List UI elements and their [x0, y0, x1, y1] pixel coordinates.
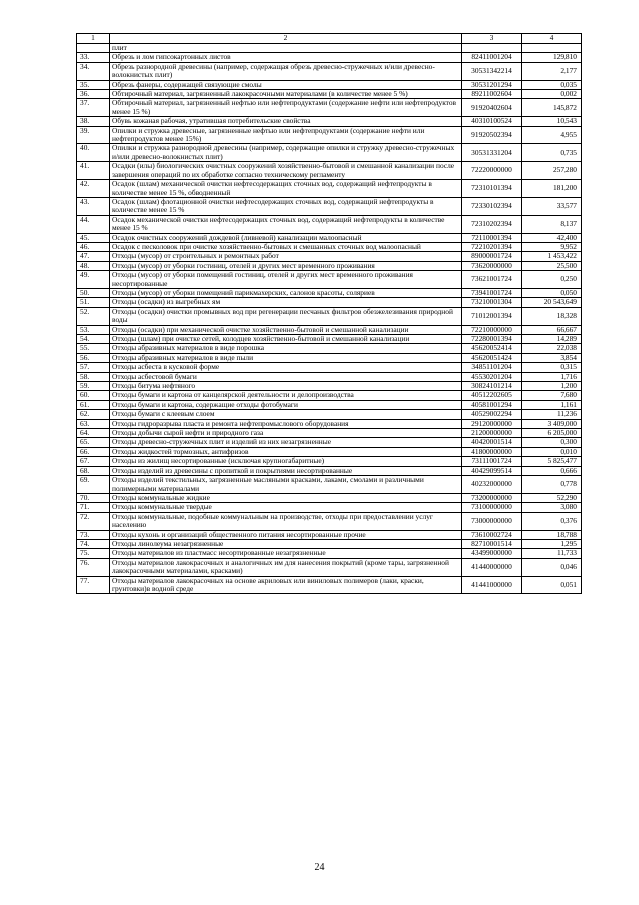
row-number: 54. — [77, 335, 110, 344]
row-number: 46. — [77, 242, 110, 251]
row-number: 40. — [77, 144, 110, 162]
waste-name: Осадки (илы) биологических очистных сооружений хозяйственно-бытовой и смешанной канализации после завершения операций по их обработке согласно техническому регламенту — [110, 162, 462, 180]
waste-name: Отходы (осадки) из выгребных ям — [110, 298, 462, 307]
table-row — [77, 539, 582, 548]
waste-quantity: 0,376 — [522, 512, 582, 530]
waste-code: 89211002604 — [462, 90, 522, 99]
row-number: 73. — [77, 530, 110, 539]
table-row — [77, 261, 582, 270]
table-row — [77, 162, 582, 180]
table-row — [77, 400, 582, 409]
waste-code: 40529002294 — [462, 410, 522, 419]
row-number: 50. — [77, 288, 110, 297]
table-row — [77, 558, 582, 576]
waste-quantity: 0,250 — [522, 271, 582, 289]
table-row — [77, 353, 582, 362]
row-number: 47. — [77, 252, 110, 261]
waste-code: 45620051424 — [462, 353, 522, 362]
waste-code: 41800000000 — [462, 447, 522, 456]
waste-code: 91920402604 — [462, 99, 522, 117]
waste-quantity: 129,810 — [522, 53, 582, 62]
waste-code — [462, 44, 522, 53]
row-number: 58. — [77, 372, 110, 381]
waste-quantity: 181,200 — [522, 180, 582, 198]
waste-quantity: 42,400 — [522, 233, 582, 242]
table-row — [77, 429, 582, 438]
waste-code: 40420001514 — [462, 438, 522, 447]
row-number: 55. — [77, 344, 110, 353]
table-row — [77, 44, 582, 53]
waste-name: Отходы коммунальные, подобные коммунальным на производстве, отходы при предоставлении услуг населению — [110, 512, 462, 530]
waste-code: 73210001304 — [462, 298, 522, 307]
waste-quantity: 3 409,000 — [522, 419, 582, 428]
waste-code: 40429099514 — [462, 466, 522, 475]
row-number: 33. — [77, 53, 110, 62]
waste-name: Отходы (мусор) от уборки помещений гостиниц, отелей и других мест временного проживания несортированные — [110, 271, 462, 289]
waste-name: Отходы изделий текстильных, загрязненные масляными красками, лаками, смолами и различными полимерными материалами — [110, 476, 462, 494]
row-number: 63. — [77, 419, 110, 428]
waste-quantity: 20 543,649 — [522, 298, 582, 307]
waste-quantity: 0,300 — [522, 438, 582, 447]
row-number: 77. — [77, 576, 110, 594]
waste-name: Отходы коммунальные твердые — [110, 503, 462, 512]
row-number: 71. — [77, 503, 110, 512]
waste-quantity: 9,952 — [522, 242, 582, 251]
table-row — [77, 391, 582, 400]
row-number: 76. — [77, 558, 110, 576]
waste-code: 43499000000 — [462, 549, 522, 558]
waste-name: Отходы линолеума незагрязненные — [110, 539, 462, 548]
waste-name: Отходы битума нефтяного — [110, 382, 462, 391]
waste-code: 30531201294 — [462, 80, 522, 89]
row-number: 39. — [77, 126, 110, 144]
waste-quantity — [522, 44, 582, 53]
waste-quantity: 25,500 — [522, 261, 582, 270]
table-row — [77, 344, 582, 353]
waste-quantity: 3,854 — [522, 353, 582, 362]
row-number: 69. — [77, 476, 110, 494]
column-header-1: 1 — [77, 34, 110, 44]
waste-name: Отходы гидроразрыва пласта и ремонта нефтепромыслового оборудования — [110, 419, 462, 428]
waste-code: 30824101214 — [462, 382, 522, 391]
waste-name: Отходы бумаги и картона, содержащие отходы фотобумаги — [110, 400, 462, 409]
table-row — [77, 476, 582, 494]
table-row — [77, 419, 582, 428]
waste-code: 82710001514 — [462, 539, 522, 548]
page-number: 24 — [314, 862, 325, 873]
waste-name: Опилки и стружка древесные, загрязненные нефтью или нефтепродуктами (содержание нефти или нефтепродуктов менее 15%) — [110, 126, 462, 144]
waste-quantity: 22,038 — [522, 344, 582, 353]
waste-quantity: 0,315 — [522, 363, 582, 372]
table-row — [77, 372, 582, 381]
table-row — [77, 242, 582, 251]
table-row — [77, 126, 582, 144]
waste-quantity: 18,328 — [522, 307, 582, 325]
waste-code: 71012001394 — [462, 307, 522, 325]
table-row — [77, 117, 582, 126]
table-row — [77, 410, 582, 419]
waste-name: Осадок (шлам) механической очистки нефтесодержащих сточных вод, содержащий нефтепродукты в количестве менее 15 %, обводненный — [110, 180, 462, 198]
waste-code: 89000001724 — [462, 252, 522, 261]
table-row — [77, 335, 582, 344]
waste-code: 73610002724 — [462, 530, 522, 539]
waste-quantity: 18,788 — [522, 530, 582, 539]
table-row — [77, 90, 582, 99]
row-number: 60. — [77, 391, 110, 400]
waste-quantity: 3,080 — [522, 503, 582, 512]
waste-code: 30531331204 — [462, 144, 522, 162]
waste-name: Осадок (шлам) флотационной очистки нефтесодержащих сточных вод, содержащий нефтепродукты в количестве менее 15 % — [110, 197, 462, 215]
column-header-4: 4 — [522, 34, 582, 44]
table-row — [77, 576, 582, 594]
waste-code: 73000000000 — [462, 512, 522, 530]
waste-name: Отходы материалов лакокрасочных и аналогичных им для нанесения покрытий (кроме тары, загрязненной лакокрасочными материалами, красками) — [110, 558, 462, 576]
waste-name: Отходы бумаги с клеевым слоем — [110, 410, 462, 419]
row-number: 68. — [77, 466, 110, 475]
row-number: 45. — [77, 233, 110, 242]
waste-name: Отходы (мусор) от строительных и ремонтных работ — [110, 252, 462, 261]
row-number: 43. — [77, 197, 110, 215]
table-row — [77, 252, 582, 261]
waste-code: 34851101204 — [462, 363, 522, 372]
waste-name: Отходы асбестовой бумаги — [110, 372, 462, 381]
table-row — [77, 512, 582, 530]
waste-quantity: 7,680 — [522, 391, 582, 400]
row-number: 70. — [77, 493, 110, 502]
table-row — [77, 503, 582, 512]
waste-name: Отходы асбеста в кусковой форме — [110, 363, 462, 372]
waste-code: 72310202394 — [462, 215, 522, 233]
waste-code: 72310101394 — [462, 180, 522, 198]
row-number: 59. — [77, 382, 110, 391]
waste-code: 72210000000 — [462, 325, 522, 334]
row-number: 62. — [77, 410, 110, 419]
waste-quantity: 4,955 — [522, 126, 582, 144]
row-number: 65. — [77, 438, 110, 447]
table-row — [77, 271, 582, 289]
table-row — [77, 447, 582, 456]
waste-code: 41441000000 — [462, 576, 522, 594]
waste-quantity: 0,046 — [522, 558, 582, 576]
table-row — [77, 325, 582, 334]
waste-quantity: 66,667 — [522, 325, 582, 334]
table-row — [77, 466, 582, 475]
waste-quantity: 0,778 — [522, 476, 582, 494]
waste-quantity: 8,137 — [522, 215, 582, 233]
waste-name: Обрезь и лом гипсокартонных листов — [110, 53, 462, 62]
row-number: 52. — [77, 307, 110, 325]
waste-quantity: 0,035 — [522, 80, 582, 89]
waste-quantity: 0,050 — [522, 288, 582, 297]
waste-table-body — [77, 34, 582, 594]
waste-code: 40232000000 — [462, 476, 522, 494]
row-number: 41. — [77, 162, 110, 180]
waste-name: Осадок с песколовок при очистке хозяйственно-бытовых и смешанных сточных вод малоопасный — [110, 242, 462, 251]
waste-code: 73100000000 — [462, 503, 522, 512]
waste-name: Отходы (мусор) от уборки помещений парикмахерских, салонов красоты, соляриев — [110, 288, 462, 297]
row-number: 51. — [77, 298, 110, 307]
waste-name: Отходы коммунальные жидкие — [110, 493, 462, 502]
waste-code: 91920502394 — [462, 126, 522, 144]
waste-name: Отходы абразивных материалов в виде пыли — [110, 353, 462, 362]
row-number: 75. — [77, 549, 110, 558]
table-row — [77, 493, 582, 502]
waste-name: Опилки и стружка разнородной древесины (например, содержащие опилки и стружку древесно-стружечных и/или древесно-волокнистых плит) — [110, 144, 462, 162]
waste-name: Обтирочный материал, загрязненный лакокрасочными материалами (в количестве менее 5 %) — [110, 90, 462, 99]
waste-quantity: 1 453,422 — [522, 252, 582, 261]
table-row — [77, 382, 582, 391]
waste-quantity: 52,290 — [522, 493, 582, 502]
waste-code: 72330102394 — [462, 197, 522, 215]
waste-name: Отходы (осадки) при механической очистке хозяйственно-бытовой и смешанной канализации — [110, 325, 462, 334]
table-row — [77, 180, 582, 198]
waste-quantity: 6 205,000 — [522, 429, 582, 438]
table-row — [77, 298, 582, 307]
waste-code: 41440000000 — [462, 558, 522, 576]
waste-quantity: 1,161 — [522, 400, 582, 409]
waste-code: 73620000000 — [462, 261, 522, 270]
waste-code: 45530201204 — [462, 372, 522, 381]
waste-code: 72220000000 — [462, 162, 522, 180]
waste-quantity: 0,002 — [522, 90, 582, 99]
row-number: 64. — [77, 429, 110, 438]
waste-name: Отходы (шлам) при очистке сетей, колодцев хозяйственно-бытовой и смешанной канализации — [110, 335, 462, 344]
waste-quantity: 2,177 — [522, 62, 582, 80]
row-number: 72. — [77, 512, 110, 530]
table-header-row — [77, 34, 582, 44]
table-row — [77, 438, 582, 447]
row-number: 66. — [77, 447, 110, 456]
waste-quantity: 5 825,477 — [522, 457, 582, 466]
table-row — [77, 215, 582, 233]
waste-quantity: 0,010 — [522, 447, 582, 456]
table-row — [77, 530, 582, 539]
waste-name: Отходы (мусор) от уборки гостиниц, отелей и других мест временного проживания — [110, 261, 462, 270]
column-header-2: 2 — [110, 34, 462, 44]
waste-quantity: 1,295 — [522, 539, 582, 548]
row-number: 56. — [77, 353, 110, 362]
waste-quantity: 0,735 — [522, 144, 582, 162]
waste-name: Отходы абразивных материалов в виде порошка — [110, 344, 462, 353]
waste-code: 73200000000 — [462, 493, 522, 502]
row-number: 44. — [77, 215, 110, 233]
row-number: 42. — [77, 180, 110, 198]
waste-name: Отходы бумаги и картона от канцелярской деятельности и делопроизводства — [110, 391, 462, 400]
waste-code: 82411001204 — [462, 53, 522, 62]
waste-quantity: 10,543 — [522, 117, 582, 126]
table-row — [77, 53, 582, 62]
column-header-3: 3 — [462, 34, 522, 44]
table-row — [77, 457, 582, 466]
waste-code: 40581001294 — [462, 400, 522, 409]
waste-name: Обтирочный материал, загрязненный нефтью или нефтепродуктами (содержание нефти или нефтепродуктов менее 15 %) — [110, 99, 462, 117]
row-number: 37. — [77, 99, 110, 117]
waste-name: Отходы кухонь и организаций общественного питания несортированные прочие — [110, 530, 462, 539]
waste-code: 72280001394 — [462, 335, 522, 344]
waste-quantity: 11,733 — [522, 549, 582, 558]
table-row — [77, 549, 582, 558]
row-number: 74. — [77, 539, 110, 548]
row-number: 57. — [77, 363, 110, 372]
waste-quantity: 0,051 — [522, 576, 582, 594]
table-row — [77, 363, 582, 372]
table-row — [77, 307, 582, 325]
waste-name: Отходы материалов из пластмасс несортированные незагрязненные — [110, 549, 462, 558]
table-row — [77, 233, 582, 242]
waste-quantity: 14,289 — [522, 335, 582, 344]
waste-code: 30531342214 — [462, 62, 522, 80]
waste-name: Отходы изделий из древесины с пропиткой и покрытиями несортированные — [110, 466, 462, 475]
waste-name: Обрезь разнородной древесины (например, содержащая обрезь древесно-стружечных и/или древесно-волокнистых плит) — [110, 62, 462, 80]
waste-name: Отходы из жилищ несортированные (исключая крупногабаритные) — [110, 457, 462, 466]
row-number: 61. — [77, 400, 110, 409]
waste-quantity: 257,280 — [522, 162, 582, 180]
waste-name: Осадок очистных сооружений дождевой (ливневой) канализации малоопасный — [110, 233, 462, 242]
waste-name: Отходы древесно-стружечных плит и изделий из них незагрязненные — [110, 438, 462, 447]
table-row — [77, 80, 582, 89]
waste-name: Отходы жидкостей тормозных, антифризов — [110, 447, 462, 456]
row-number: 35. — [77, 80, 110, 89]
waste-code: 73621001724 — [462, 271, 522, 289]
waste-name: Осадок механической очистки нефтесодержащих сточных вод, содержащий нефтепродукты в количестве менее 15 % — [110, 215, 462, 233]
row-number: 36. — [77, 90, 110, 99]
row-number — [77, 44, 110, 53]
waste-quantity: 145,872 — [522, 99, 582, 117]
waste-name: Обрезь фанеры, содержащей связующие смолы — [110, 80, 462, 89]
waste-quantity: 11,236 — [522, 410, 582, 419]
table-row — [77, 62, 582, 80]
row-number: 49. — [77, 271, 110, 289]
waste-code: 40512202605 — [462, 391, 522, 400]
table-row — [77, 197, 582, 215]
table-row — [77, 144, 582, 162]
waste-name: Обувь кожаная рабочая, утратившая потребительские свойства — [110, 117, 462, 126]
waste-code: 29120000000 — [462, 419, 522, 428]
waste-code: 73111001724 — [462, 457, 522, 466]
table-row — [77, 99, 582, 117]
row-number: 34. — [77, 62, 110, 80]
waste-quantity: 0,666 — [522, 466, 582, 475]
waste-name: Отходы материалов лакокрасочных на основе акриловых или виниловых полимеров (лаки, краски, грунтовки)в водной среде — [110, 576, 462, 594]
waste-name: Отходы добычи сырой нефти и природного газа — [110, 429, 462, 438]
table-row — [77, 288, 582, 297]
row-number: 53. — [77, 325, 110, 334]
waste-quantity: 33,577 — [522, 197, 582, 215]
waste-code: 40310100524 — [462, 117, 522, 126]
waste-quantity: 1,200 — [522, 382, 582, 391]
waste-name: Отходы (осадки) очистки промывных вод при регенерации песчаных фильтров обезжелезивания природной воды — [110, 307, 462, 325]
row-number: 48. — [77, 261, 110, 270]
row-number: 38. — [77, 117, 110, 126]
waste-code: 45620052414 — [462, 344, 522, 353]
waste-code: 73941001724 — [462, 288, 522, 297]
waste-code: 21200000000 — [462, 429, 522, 438]
waste-quantity: 1,716 — [522, 372, 582, 381]
waste-name: плит — [110, 44, 462, 53]
waste-code: 72110001394 — [462, 233, 522, 242]
waste-code: 72210201394 — [462, 242, 522, 251]
row-number: 67. — [77, 457, 110, 466]
waste-table — [76, 33, 582, 594]
